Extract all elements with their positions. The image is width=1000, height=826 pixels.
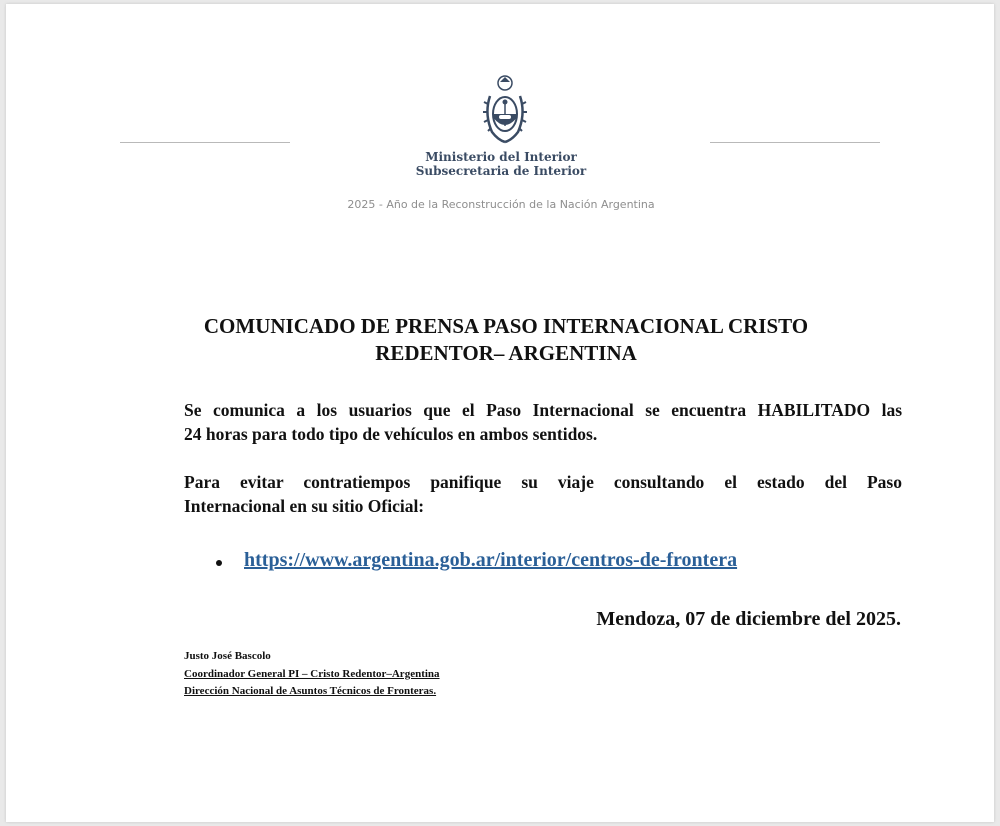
signatory-role: Coordinador General PI – Cristo Redentor–Argentina bbox=[184, 668, 440, 680]
advice-paragraph-line2: Internacional en su sitio Oficial: bbox=[184, 496, 425, 516]
advice-paragraph-line1: Para evitar contratiempos panifique su viaje consultando el estado del Paso bbox=[184, 472, 902, 492]
notice-paragraph-line1: Se comunica a los usuarios que el Paso Internacional se encuentra HABILITADO las bbox=[184, 400, 902, 420]
press-release-title: COMUNICADO DE PRENSA PASO INTERNACIONAL CRISTO bbox=[203, 314, 809, 338]
year-motto: 2025 - Año de la Reconstrucción de la Nación Argentina bbox=[347, 198, 655, 211]
header-divider-left bbox=[120, 142, 290, 143]
bullet-icon bbox=[216, 560, 222, 566]
argentina-coat-of-arms-icon bbox=[480, 74, 530, 146]
subsecretariat-name: Subsecretaria de Interior bbox=[415, 164, 587, 178]
dateline: Mendoza, 07 de diciembre del 2025. bbox=[596, 608, 901, 630]
signatory-name: Justo José Bascolo bbox=[184, 650, 271, 662]
official-site-link[interactable]: https://www.argentina.gob.ar/interior/centros-de-frontera bbox=[244, 549, 738, 571]
ministry-name: Ministerio del Interior bbox=[425, 150, 577, 164]
press-release-title-line2: REDENTOR– ARGENTINA bbox=[375, 341, 637, 365]
document-page bbox=[6, 4, 994, 822]
header-divider-right bbox=[710, 142, 880, 143]
notice-paragraph-line2: 24 horas para todo tipo de vehículos en ambos sentidos. bbox=[184, 424, 598, 444]
signatory-department: Dirección Nacional de Asuntos Técnicos de Fronteras. bbox=[184, 685, 437, 697]
